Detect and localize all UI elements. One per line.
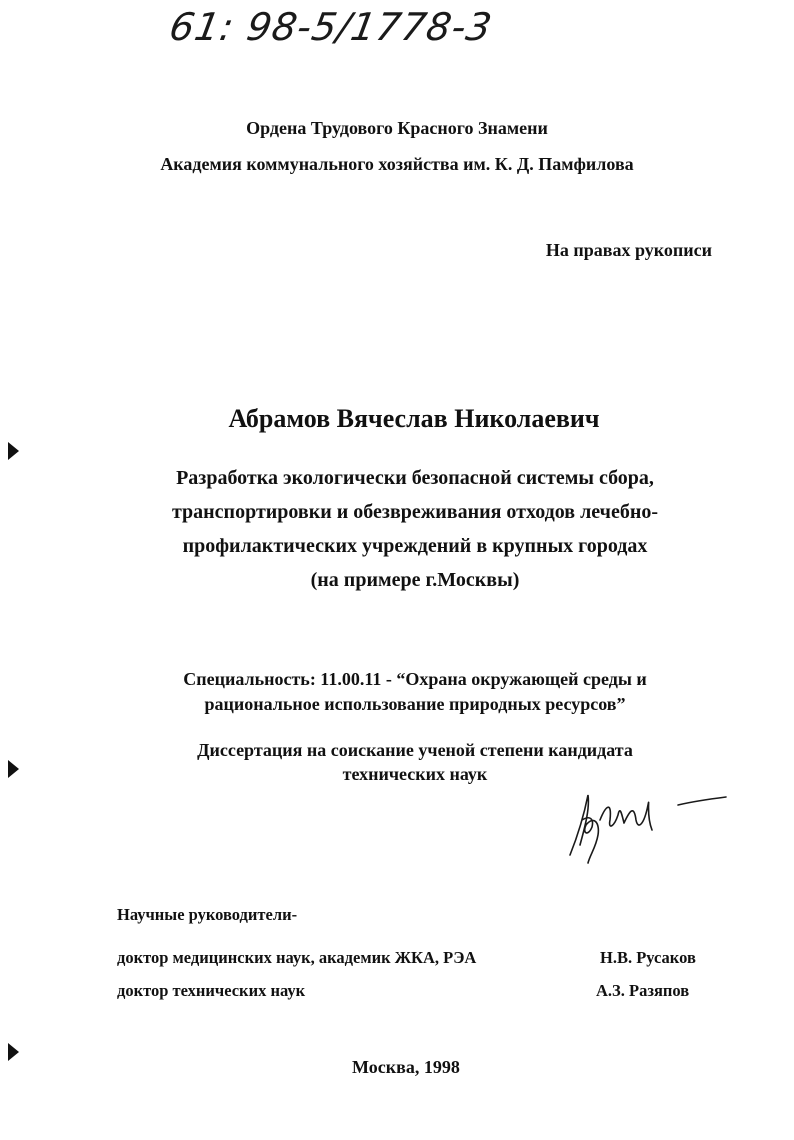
degree-line-2: технических наук (342, 764, 488, 784)
archive-number-handwritten: 61: 98-5/1778-3 (166, 5, 496, 49)
title-line-2: транспортировки и обезвреживания отходов лечебно- (171, 501, 659, 523)
title-line-1: Разработка экологически безопасной системы сбора, (176, 467, 654, 489)
specialty-line-2: рациональное использование природных ресурсов” (204, 694, 626, 714)
city-year: Москва, 1998 (352, 1057, 460, 1077)
supervisor-role-2: доктор технических наук (117, 981, 306, 1000)
title-line-3: профилактических учреждений в крупных городах (182, 535, 648, 557)
title-line-4: (на примере г.Москвы) (310, 569, 520, 591)
degree-line-1: Диссертация на соискание ученой степени кандидата (197, 740, 633, 760)
manuscript-rights: На правах рукописи (545, 240, 712, 260)
supervisor-role-1: доктор медицинских наук, академик ЖКА, РЭА (117, 948, 477, 967)
supervisor-name-1: Н.В. Русаков (600, 948, 696, 967)
author-name: Абрамов Вячеслав Николаевич (228, 404, 600, 433)
scan-mark-1 (8, 442, 19, 460)
supervisor-name-2: А.З. Разяпов (596, 981, 690, 1000)
org-line-2: Академия коммунального хозяйства им. К. Д. Памфилова (160, 154, 634, 174)
scan-mark-2 (8, 760, 19, 778)
supervisors-heading: Научные руководители- (117, 905, 298, 924)
specialty-line-1: Специальность: 11.00.11 - “Охрана окружающей среды и (183, 669, 647, 689)
org-line-1: Ордена Трудового Красного Знамени (246, 118, 548, 138)
author-signature (560, 775, 730, 865)
scan-mark-3 (8, 1043, 19, 1061)
